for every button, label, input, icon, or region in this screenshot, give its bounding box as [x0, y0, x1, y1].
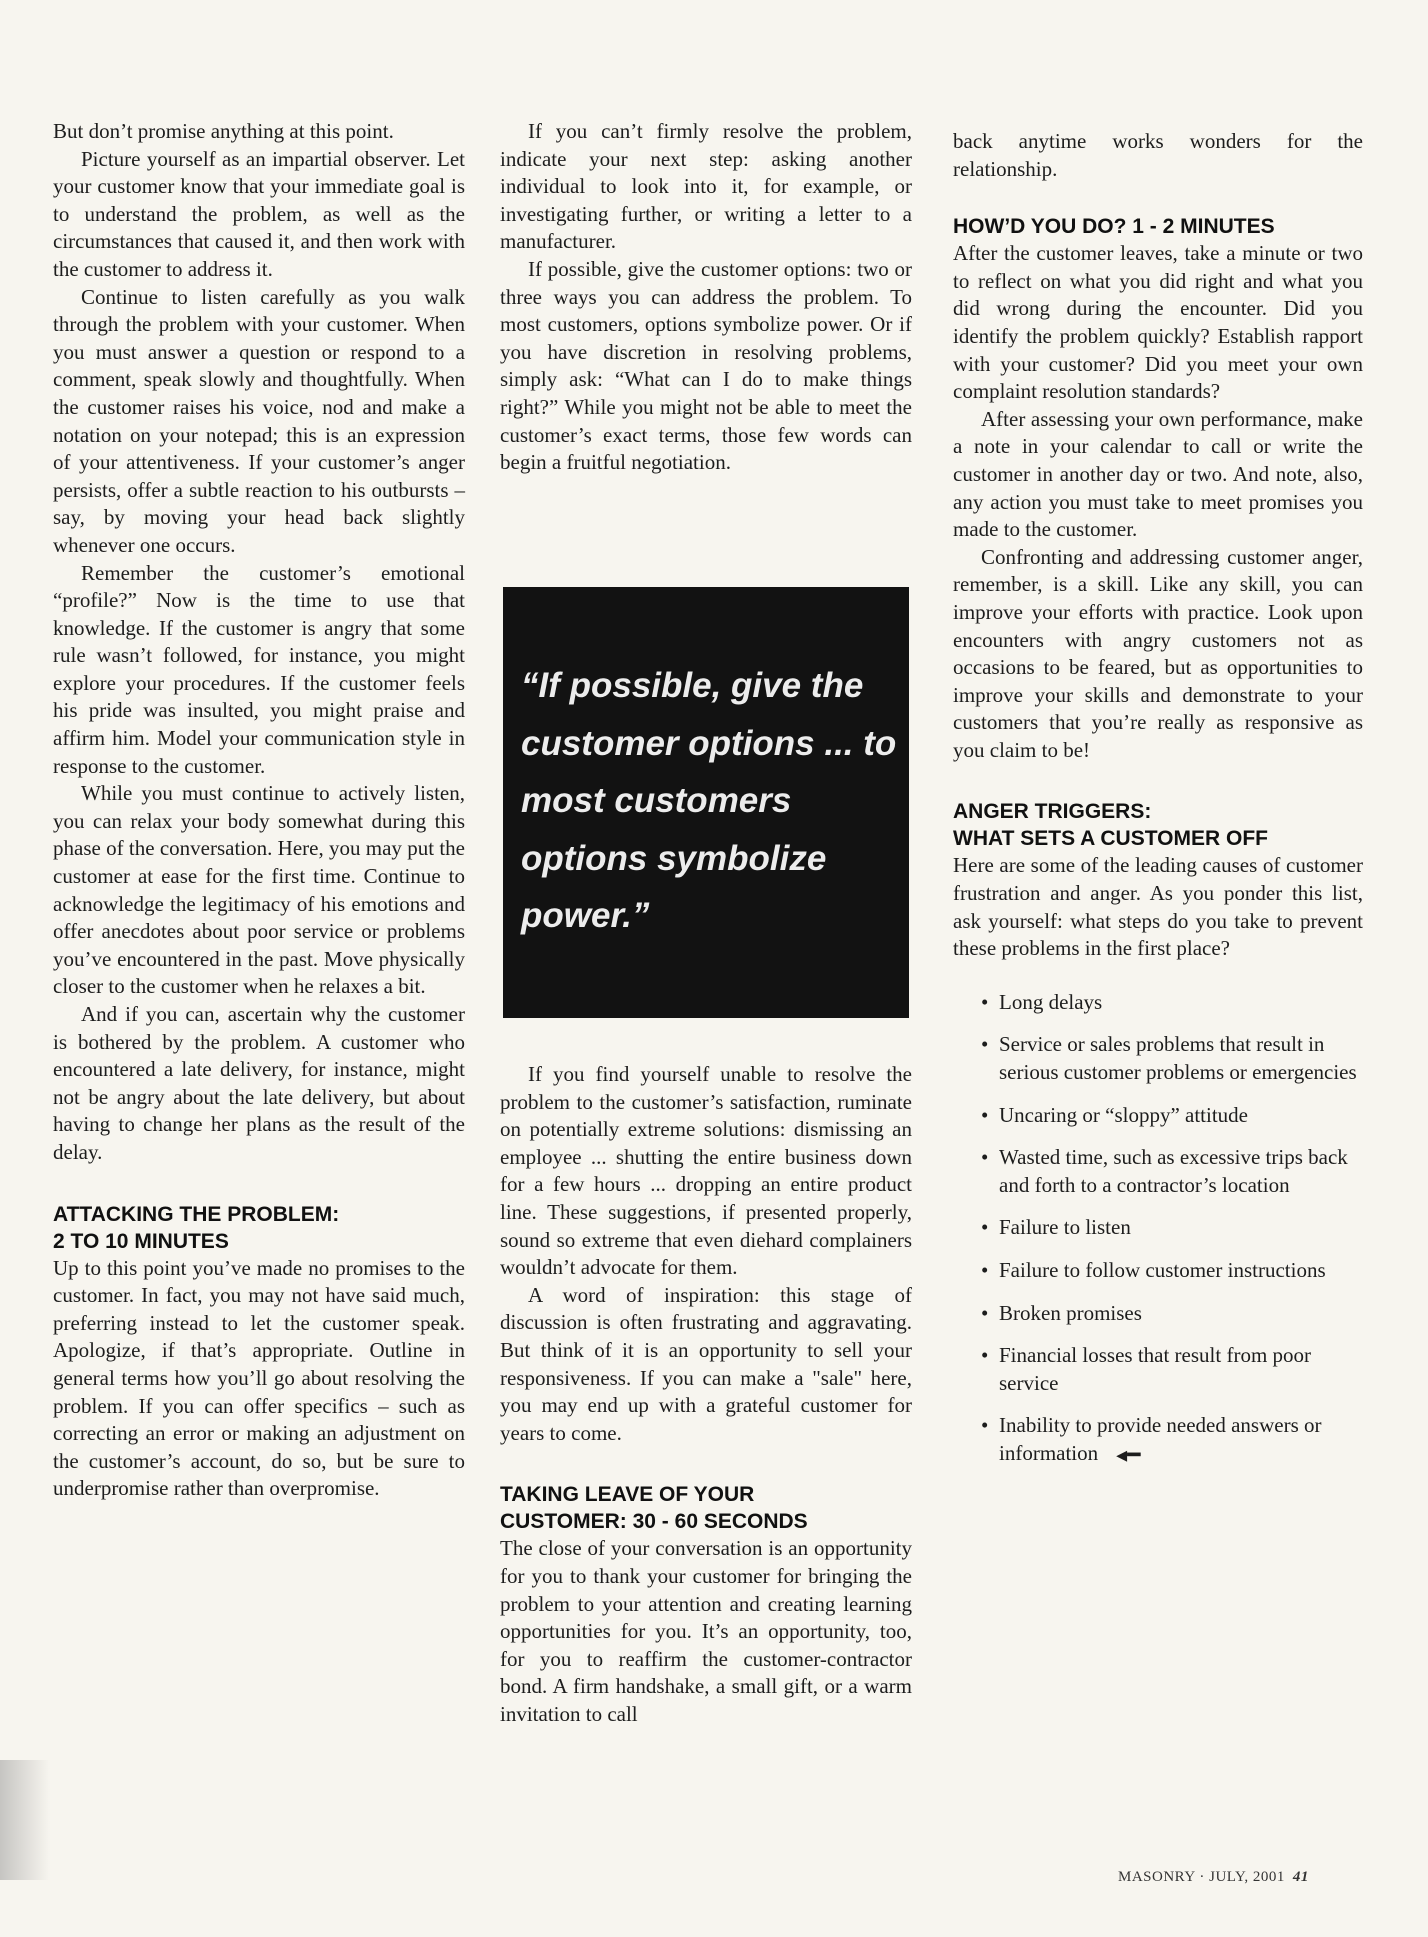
paragraph: If possible, give the customer options: two or three ways you can address the problem. To most customers, options symbolize power. Or if you have discretion in resolving problems, simply ask: “What can I do to make things right?” While you might not be able to meet the customer’s exact terms, those few words can begin a fruitful negotiation.	[500, 256, 912, 475]
page-number: 41	[1292, 1869, 1309, 1885]
section-heading	[500, 1481, 912, 1535]
end-mark-icon: ◂━	[1116, 1442, 1141, 1468]
heading-line: ATTACKING THE PROBLEM:	[53, 1202, 340, 1226]
paragraph: Here are some of the leading causes of customer frustration and anger. As you ponder this list, ask yourself: what steps do you take to prevent these problems in the first place?	[953, 853, 1363, 961]
heading-line: CUSTOMER: 30 - 60 SECONDS	[500, 1510, 808, 1534]
list-item: • Failure to follow customer instructions	[981, 1257, 1363, 1285]
heading-line: WHAT SETS A CUSTOMER OFF	[953, 827, 1268, 851]
heading-line: ANGER TRIGGERS:	[953, 800, 1152, 824]
list-item: • Uncaring or “sloppy” attitude	[981, 1102, 1363, 1130]
paragraph: And if you can, ascertain why the customer is bothered by the problem. A customer who encountered a late delivery, for instance, might not be angry about the late delivery, but about having to change her plans as the result of the delay.	[53, 1002, 465, 1164]
list-item-last	[981, 1412, 1363, 1469]
paragraph: A word of inspiration: this stage of discussion is often frustrating and aggravating. But think of it is an opportunity to sell your responsiveness. If you can make a "sale" here, you may end up with a grateful customer for years to come.	[500, 1282, 912, 1445]
column-2	[500, 118, 912, 477]
section-heading: HOW’D YOU DO? 1 - 2 MINUTES	[953, 215, 1275, 239]
paragraph: Picture yourself as an impartial observer. Let your customer know that your immediate goal is to understand the problem, as well as the circumstances that caused it, and then work with the customer to address it.	[53, 146, 465, 281]
publication-label: MASONRY · JULY, 2001	[1118, 1869, 1285, 1885]
heading-line: TAKING LEAVE OF YOUR	[500, 1483, 755, 1507]
paragraph: If you find yourself unable to resolve the problem to the customer’s satisfaction, ruminate on potentially extreme solutions: dismissing an employee ... shutting the entire business down for a few hours ... dropping an entire product line. These suggestions, if presented properly, sound so extreme that even diehard complainers wouldn’t advocate for them.	[500, 1062, 912, 1280]
list-item: • Wasted time, such as excessive trips back and forth to a contractor’s location	[981, 1144, 1363, 1199]
paragraph: Confronting and addressing customer anger, remember, is a skill. Like any skill, you can improve your efforts with practice. Look upon encounters with angry customers not as occasions to be feared, but as opportunities to improve your skills and demonstrate to your customers that you’re really as responsive as you claim to be!	[953, 544, 1363, 762]
page-footer	[1118, 1869, 1368, 1886]
list-item: • Financial losses that result from poor service	[981, 1342, 1363, 1397]
paragraph: The close of your conversation is an opportunity for you to thank your customer for bringing the problem to your attention and creating learning opportunities for you. It’s an opportunity, too, for you to reaffirm the customer-contractor bond. A firm handshake, a small gift, or a warm invitation to call	[500, 1536, 912, 1726]
list-item-text: Inability to provide needed answers or information	[999, 1413, 1322, 1465]
paragraph: After the customer leaves, take a minute or two to reflect on what you did right and what you did wrong during the encounter. Did you identify the problem quickly? Establish rapport with your customer? Did you meet your own complaint resolution standards?	[953, 241, 1363, 404]
paragraph: Up to this point you’ve made no promises to the customer. In fact, you may not have said much, preferring instead to let the customer speak. Apologize, if that’s appropriate. Outline in general terms how you’ll go about resolving the problem. If you can offer specifics – such as correcting an error or making an adjustment on the customer’s account, do so, but be sure to underpromise rather than overpromise.	[53, 1255, 465, 1501]
paragraph: But don’t promise anything at this point.	[53, 119, 394, 143]
pull-quote-box	[503, 587, 909, 1018]
heading-line: 2 TO 10 MINUTES	[53, 1229, 229, 1253]
paragraph: back anytime works wonders for the relationship.	[953, 129, 1363, 181]
anger-triggers-list	[953, 989, 1363, 1469]
section-heading	[953, 798, 1363, 852]
scan-edge-shadow	[0, 1760, 50, 1880]
column-2-lower	[500, 1061, 912, 1728]
paragraph: Remember the customer’s emotional “profile?” Now is the time to use that knowledge. If the customer is angry that some rule wasn’t followed, for instance, you might explore your procedures. If the customer feels his pride was insulted, you might praise and affirm him. Model your communication style in response to the customer.	[53, 560, 465, 778]
paragraph: After assessing your own performance, make a note in your calendar to call or write the customer in another day or two. And note, also, any action you must take to meet promises you made to the customer.	[953, 406, 1363, 542]
list-item: • Service or sales problems that result in serious customer problems or emergencies	[981, 1031, 1363, 1086]
pull-quote: “If possible, give the customer options ... to most customers options symbolize power.”	[521, 666, 897, 935]
paragraph: If you can’t firmly resolve the problem, indicate your next step: asking another individual to look into it, for example, or investigating further, or writing a letter to a manufacturer.	[500, 119, 912, 254]
column-1	[53, 118, 465, 1503]
column-3	[953, 128, 1363, 1484]
list-item: • Broken promises	[981, 1300, 1363, 1328]
section-heading	[53, 1201, 465, 1255]
list-item: • Failure to listen	[981, 1214, 1363, 1242]
paragraph: While you must continue to actively listen, you can relax your body somewhat during this phase of the conversation. Here, you may put the customer at ease for the first time. Continue to acknowledge the legitimacy of his emotions and offer anecdotes about poor service or problems you’ve encountered in the past. Move physically closer to the customer when he relaxes a bit.	[53, 781, 465, 999]
paragraph: Continue to listen carefully as you walk through the problem with your customer. When you must answer a question or respond to a comment, speak slowly and thoughtfully. When the customer raises his voice, nod and make a notation on your notepad; this is an expression of your attentiveness. If your customer’s anger persists, offer a subtle reaction to his outbursts – say, by moving your head back slightly whenever one occurs.	[53, 284, 465, 557]
list-item: • Long delays	[981, 989, 1363, 1017]
